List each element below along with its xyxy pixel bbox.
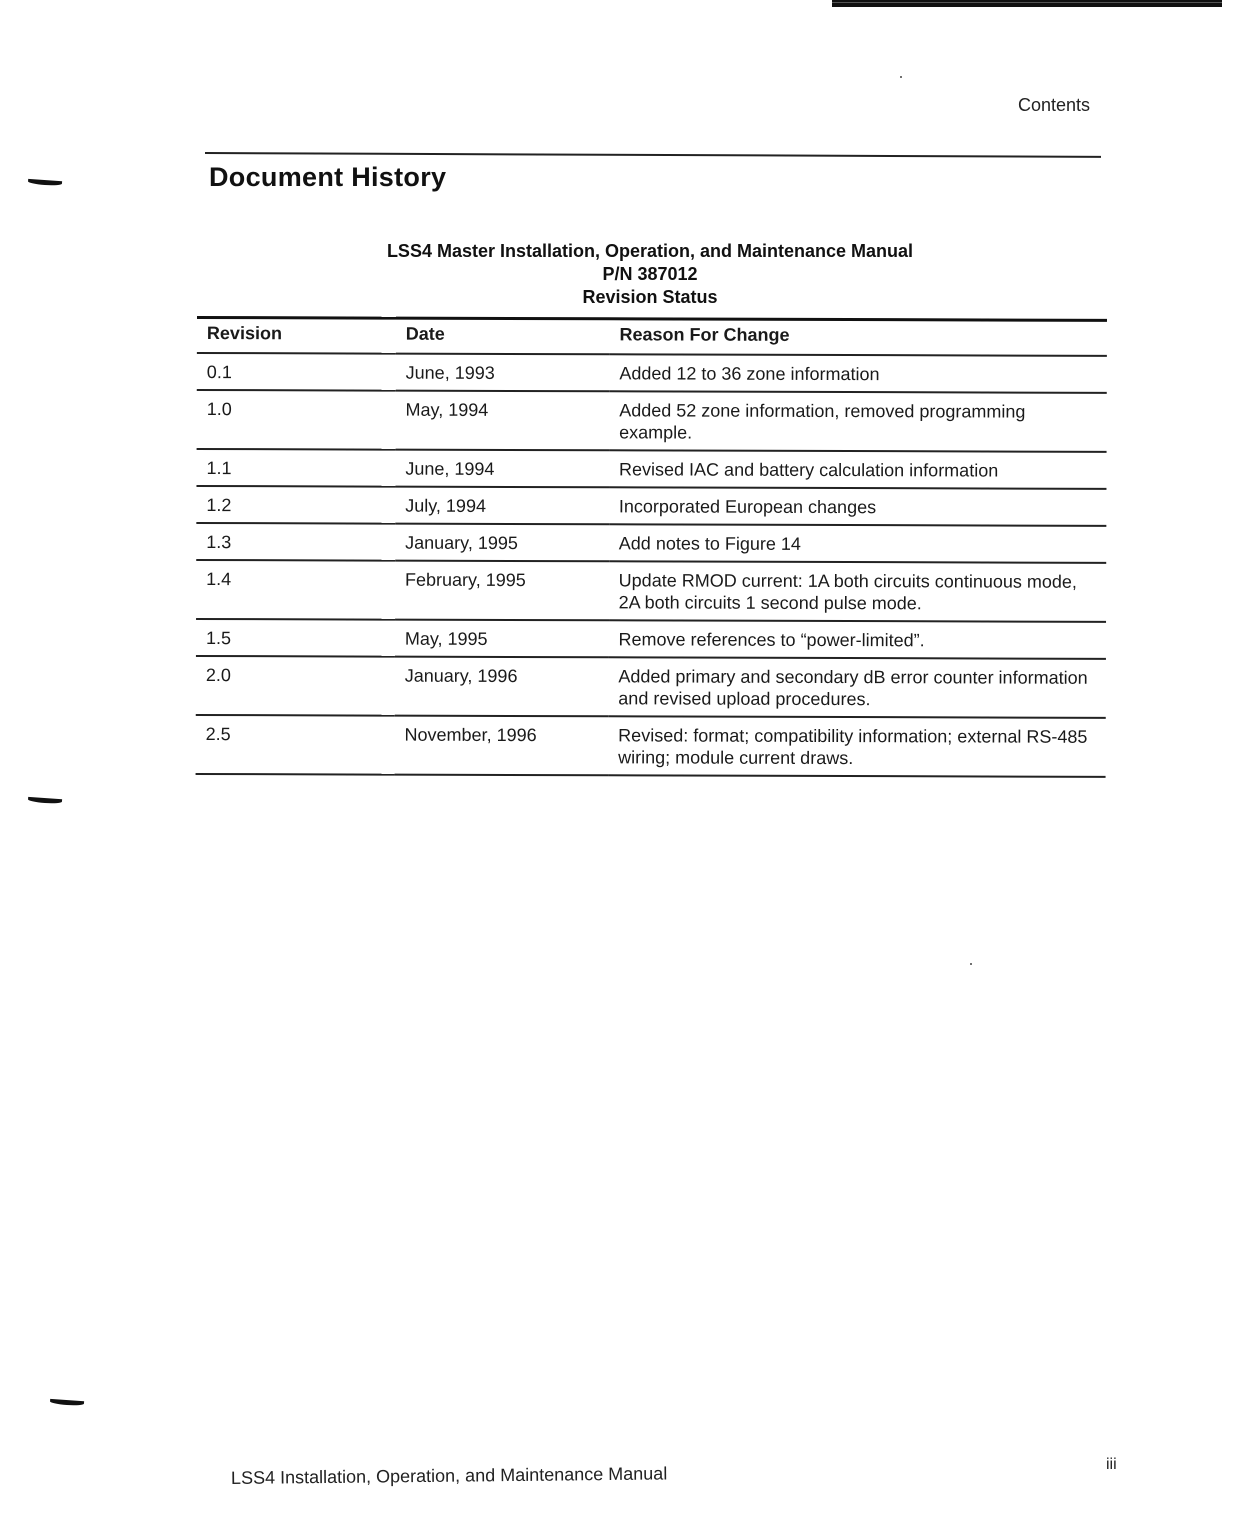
cell-revision: 2.5 — [205, 724, 231, 745]
cell-date: May, 1994 — [405, 399, 489, 420]
cell-date: June, 1993 — [405, 362, 495, 383]
revision-table — [196, 316, 1107, 778]
table-row — [196, 715, 1106, 777]
cell-revision: 1.5 — [205, 628, 232, 649]
table-caption — [300, 240, 1000, 309]
table-row — [197, 353, 1107, 393]
cell-revision: 1.4 — [206, 569, 232, 590]
cell-reason: Added 12 to 36 zone information — [619, 363, 880, 385]
cell-reason: Incorporated European changes — [618, 496, 877, 518]
cell-date: November, 1996 — [404, 724, 537, 746]
table-row — [196, 449, 1106, 489]
cell-date: July, 1994 — [405, 495, 487, 516]
cell-date: February, 1995 — [405, 569, 526, 591]
header-row — [197, 318, 1107, 356]
table-row — [196, 486, 1106, 526]
cell-reason: Update RMOD current: 1A both circuits continuous mode, 2A both circuits 1 second pulse mode. — [618, 570, 1077, 614]
caption-revision-status: Revision Status — [582, 287, 718, 307]
revision-table-header — [197, 318, 1107, 356]
cell-date: May, 1995 — [404, 628, 488, 649]
caption-part-number: P/N 387012 — [602, 264, 698, 284]
table-row — [197, 390, 1107, 452]
cell-reason: Revised: format; compatibility information; external RS-485 wiring; module current draws. — [618, 725, 1088, 769]
page-number: iii — [1106, 1456, 1117, 1473]
scan-speck — [900, 76, 902, 78]
binder-mark — [28, 797, 62, 804]
cell-reason: Added primary and secondary dB error counter information and revised upload procedures. — [618, 666, 1088, 710]
caption-manual-title: LSS4 Master Installation, Operation, and Maintenance Manual — [386, 241, 914, 261]
cell-revision: 0.1 — [206, 362, 232, 383]
cell-reason: Remove references to “power-limited”. — [618, 629, 925, 651]
cell-date: January, 1996 — [404, 665, 518, 687]
cell-revision: 2.0 — [205, 665, 231, 686]
cell-reason: Add notes to Figure 14 — [618, 533, 801, 554]
cell-revision: 1.2 — [206, 495, 232, 516]
cell-date: January, 1995 — [405, 532, 518, 554]
column-header-revision: Revision — [206, 323, 283, 344]
table-row — [196, 560, 1106, 622]
column-header-date: Date — [405, 323, 445, 344]
page-title: Document History — [209, 162, 447, 192]
cell-revision: 1.3 — [206, 532, 232, 553]
scan-speck — [970, 963, 972, 965]
binder-mark — [50, 1399, 84, 1406]
cell-reason: Added 52 zone information, removed programming example. — [619, 400, 1026, 443]
title-rule — [205, 152, 1101, 158]
column-header-reason: Reason For Change — [619, 324, 790, 345]
revision-table-wrapper — [196, 316, 1107, 778]
cell-revision: 1.0 — [206, 399, 232, 420]
running-head: Contents — [1018, 95, 1091, 115]
scan-edge-line — [832, 2, 1222, 3]
revision-table-body — [196, 353, 1107, 777]
footer-manual-title: LSS4 Installation, Operation, and Maintenance Manual — [230, 1463, 668, 1488]
binder-mark — [28, 179, 62, 186]
table-row — [196, 656, 1106, 718]
cell-date: June, 1994 — [405, 458, 495, 479]
table-row — [196, 619, 1106, 659]
cell-reason: Revised IAC and battery calculation information — [619, 459, 999, 481]
cell-revision: 1.1 — [206, 458, 232, 479]
table-row — [196, 523, 1106, 563]
